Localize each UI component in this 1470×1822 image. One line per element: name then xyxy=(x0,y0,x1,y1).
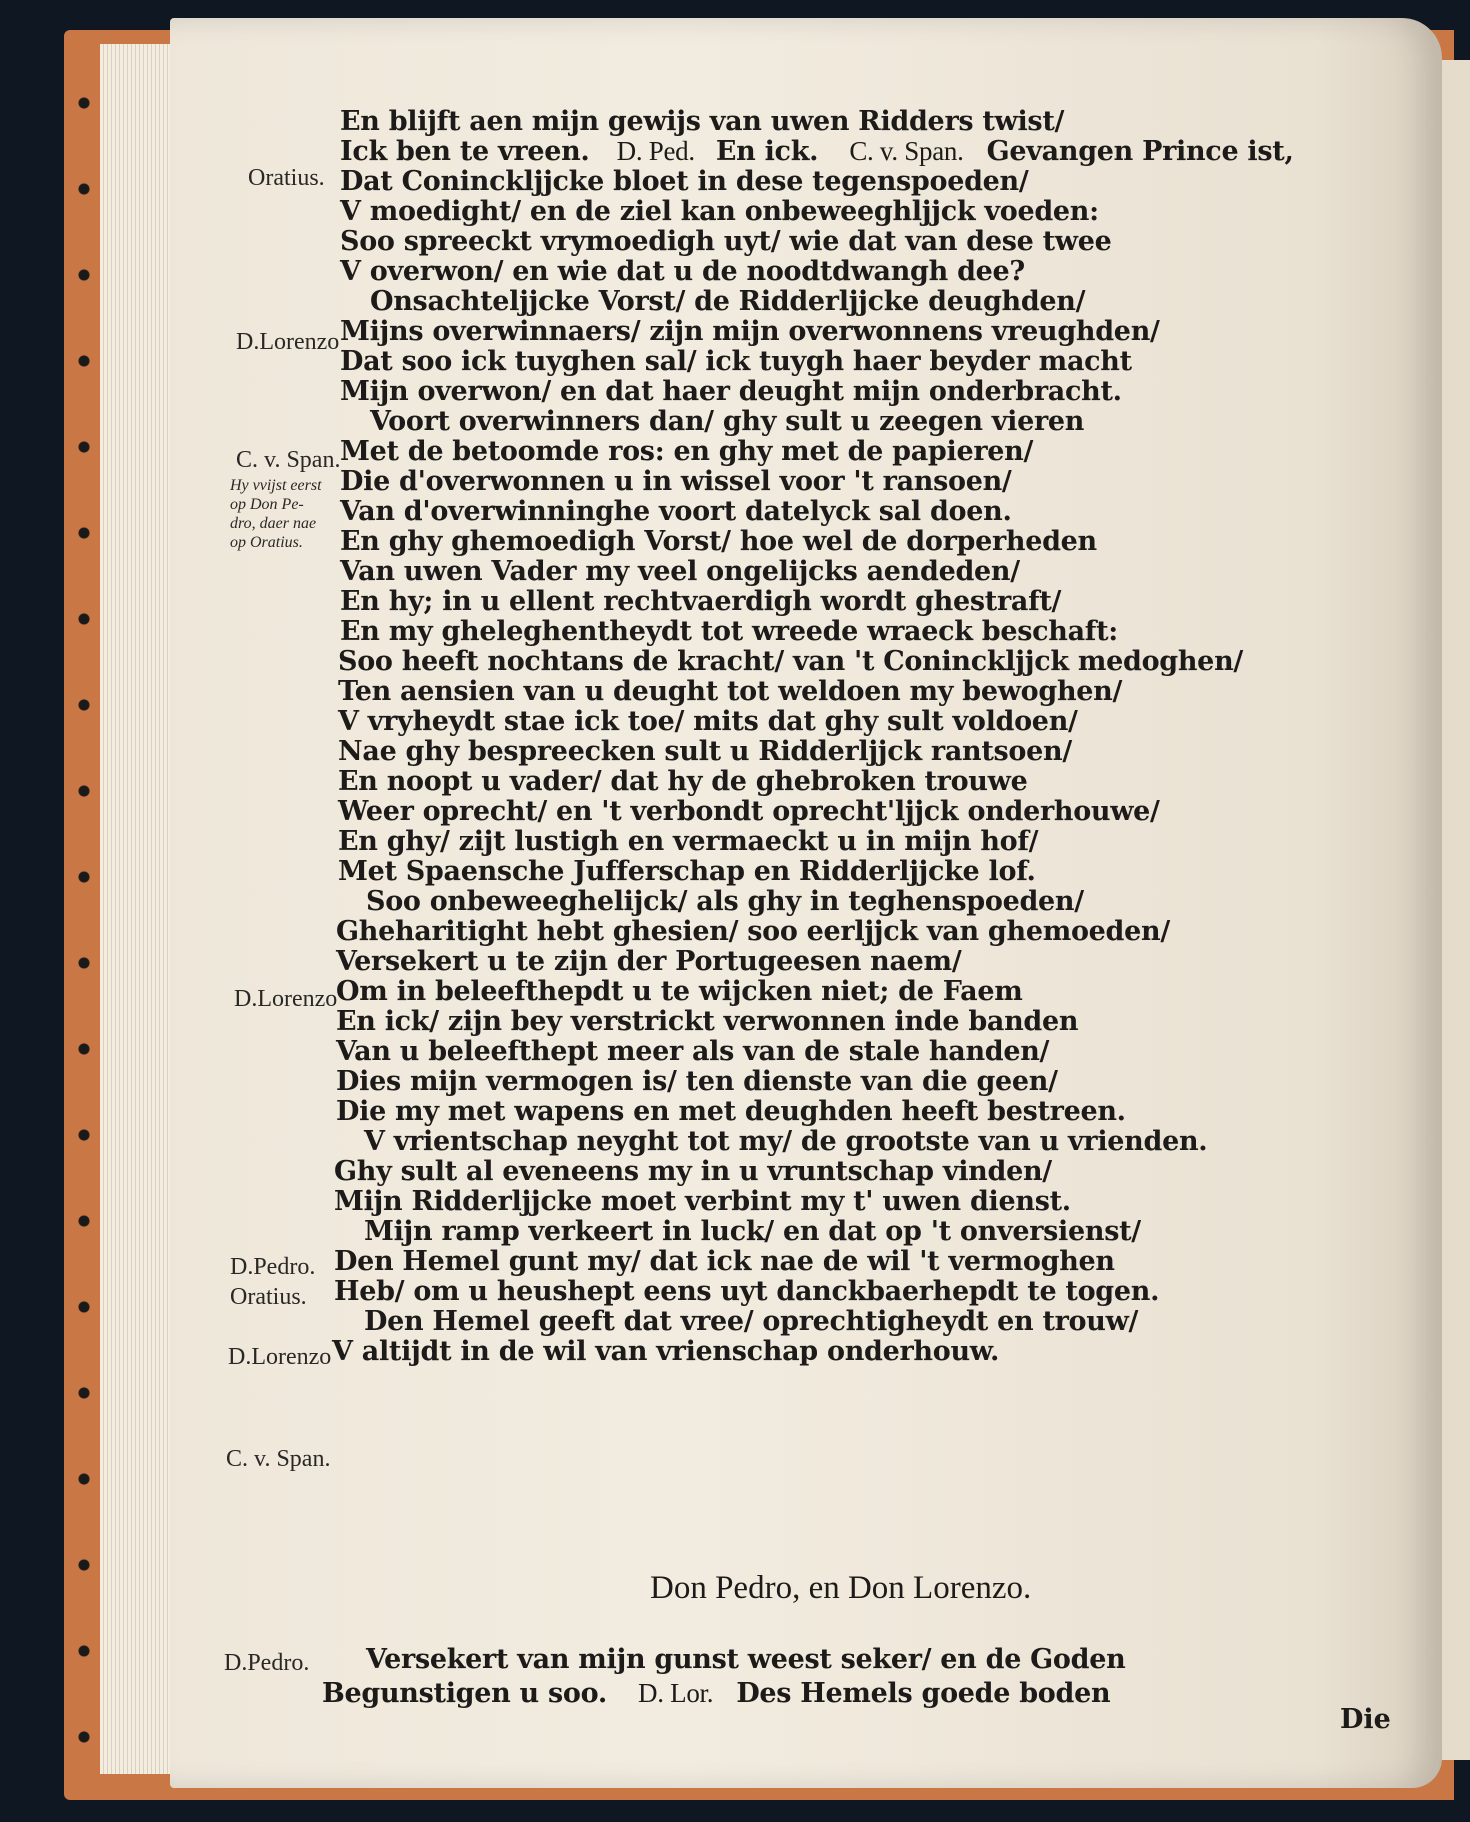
stage-direction-line: op Don Pe- xyxy=(230,496,304,513)
verse-line: Soo onbeweeghelijck/ als ghy in teghenspoeden/ xyxy=(366,886,1084,917)
stage-direction-line: Hy vvijst eerst xyxy=(230,477,322,494)
speaker-inline: D. Lor. xyxy=(638,1678,714,1708)
speaker-inline: C. v. Span. xyxy=(849,136,964,166)
verse-line: Den Hemel gunt my/ dat ick nae de wil 't vermoghen xyxy=(334,1246,1115,1277)
verse-line: Met de betoomde ros: en ghy met de papieren/ xyxy=(340,436,1034,467)
speaker-label: Oratius. xyxy=(248,165,325,191)
verse-line: V vryheydt stae ick toe/ mits dat ghy sult voldoen/ xyxy=(338,706,1078,737)
verse-line: Van uwen Vader my veel ongelijcks aendeden/ xyxy=(340,556,1020,587)
speaker-label: D.Pedro. xyxy=(224,1650,310,1676)
speaker-label: D.Lorenzo xyxy=(228,1344,332,1370)
verse-line: Soo spreeckt vrymoedigh uyt/ wie dat van dese twee xyxy=(340,226,1112,257)
facing-page-edge xyxy=(1440,60,1470,1760)
verse-line: Soo heeft nochtans de kracht/ van 't Coninckljjck medoghen/ xyxy=(338,646,1243,677)
cover-pattern xyxy=(70,60,98,1780)
verse-line: Den Hemel geeft dat vree/ oprechtigheydt en trouw/ xyxy=(364,1306,1139,1337)
scene-heading: Don Pedro, en Don Lorenzo. xyxy=(650,1570,1032,1606)
book-page xyxy=(170,18,1442,1788)
verse-line: En my gheleghentheydt tot wreede wraeck beschaft: xyxy=(340,616,1118,647)
verse-line: En ghy/ zijt lustigh en vermaeckt u in mijn hof/ xyxy=(338,826,1039,857)
verse-line: Versekert van mijn gunst weest seker/ en de Goden xyxy=(366,1644,1126,1675)
verse-line: Nae ghy bespreecken sult u Ridderljjck rantsoen/ xyxy=(338,736,1072,767)
speaker-label: D.Lorenzo xyxy=(234,986,338,1012)
verse-line: Om in beleefthepdt u te wijcken niet; de Faem xyxy=(336,976,1023,1007)
verse-line: V moedight/ en de ziel kan onbeweeghljjck voeden: xyxy=(340,196,1099,227)
verse-line: Weer oprecht/ en 't verbondt oprecht'ljjck onderhouwe/ xyxy=(338,796,1160,827)
verse-line: Ick ben te vreen. D. Ped. En ick. C. v. Span. Gevangen Prince ist, xyxy=(340,136,1294,167)
verse-line: En noopt u vader/ dat hy de ghebroken trouwe xyxy=(338,766,1028,797)
verse-line: Met Spaensche Jufferschap en Ridderljjcke lof. xyxy=(338,856,1036,887)
verse-line: Heb/ om u heushept eens uyt danckbaerhepdt te togen. xyxy=(334,1276,1160,1307)
speaker-label: D.Lorenzo xyxy=(236,329,340,355)
verse-line: Die d'overwonnen u in wissel voor 't ransoen/ xyxy=(340,466,1012,497)
verse-line: Voort overwinners dan/ ghy sult u zeegen vieren xyxy=(370,406,1085,437)
catchword: Die xyxy=(1340,1704,1391,1735)
verse-line: Versekert u te zijn der Portugeesen naem/ xyxy=(336,946,962,977)
verse-line: Dies mijn vermogen is/ ten dienste van die geen/ xyxy=(336,1066,1058,1097)
stage-direction xyxy=(230,476,322,552)
verse-line: Mijn Ridderljjcke moet verbint my t' uwen dienst. xyxy=(334,1186,1071,1217)
verse-line: Gheharitight hebt ghesien/ soo eerljjck van ghemoeden/ xyxy=(336,916,1170,947)
stage-direction-line: dro, daer nae xyxy=(230,515,317,532)
verse-line: Begunstigen u soo. D. Lor. Des Hemels goede boden xyxy=(322,1678,1111,1709)
verse-line: Onsachteljjcke Vorst/ de Ridderljjcke deughden/ xyxy=(370,286,1086,317)
speaker-inline: D. Ped. xyxy=(616,136,695,166)
verse-line: En ghy ghemoedigh Vorst/ hoe wel de dorperheden xyxy=(340,526,1097,557)
verse-line: Van u beleefthept meer als van de stale handen/ xyxy=(336,1036,1050,1067)
speaker-label: C. v. Span. xyxy=(236,447,341,473)
speaker-label: C. v. Span. xyxy=(226,1446,331,1472)
speaker-label: D.Pedro. xyxy=(230,1254,316,1280)
verse-line: En ick/ zijn bey verstrickt verwonnen inde banden xyxy=(336,1006,1079,1037)
page-edges xyxy=(100,44,180,1774)
stage-direction-line: op Oratius. xyxy=(230,534,303,551)
verse-line: Dat soo ick tuyghen sal/ ick tuygh haer beyder macht xyxy=(340,346,1132,377)
verse-line: Mijn overwon/ en dat haer deught mijn onderbracht. xyxy=(340,376,1122,407)
verse-line: Die my met wapens en met deughden heeft bestreen. xyxy=(336,1096,1126,1127)
verse-line: V altijdt in de wil van vrienschap onderhouw. xyxy=(332,1336,1000,1367)
verse-line: Ten aensien van u deught tot weldoen my bewoghen/ xyxy=(338,676,1123,707)
verse-line: En hy; in u ellent rechtvaerdigh wordt ghestraft/ xyxy=(340,586,1062,617)
verse-line: Mijns overwinnaers/ zijn mijn overwonnens vreughden/ xyxy=(340,316,1160,347)
verse-line: Ghy sult al eveneens my in u vruntschap vinden/ xyxy=(334,1156,1052,1187)
verse-line: V vrientschap neyght tot my/ de grootste van u vrienden. xyxy=(364,1126,1208,1157)
speaker-label: Oratius. xyxy=(230,1284,307,1310)
verse-line: V overwon/ en wie dat u de noodtdwangh dee? xyxy=(340,256,1025,287)
verse-line: Mijn ramp verkeert in luck/ en dat op 't onversienst/ xyxy=(364,1216,1141,1247)
verse-line: Dat Coninckljjcke bloet in dese tegenspoeden/ xyxy=(340,166,1029,197)
verse-line: En blijft aen mijn gewijs van uwen Ridders twist/ xyxy=(340,106,1065,137)
verse-line: Van d'overwinninghe voort datelyck sal doen. xyxy=(340,496,1012,527)
